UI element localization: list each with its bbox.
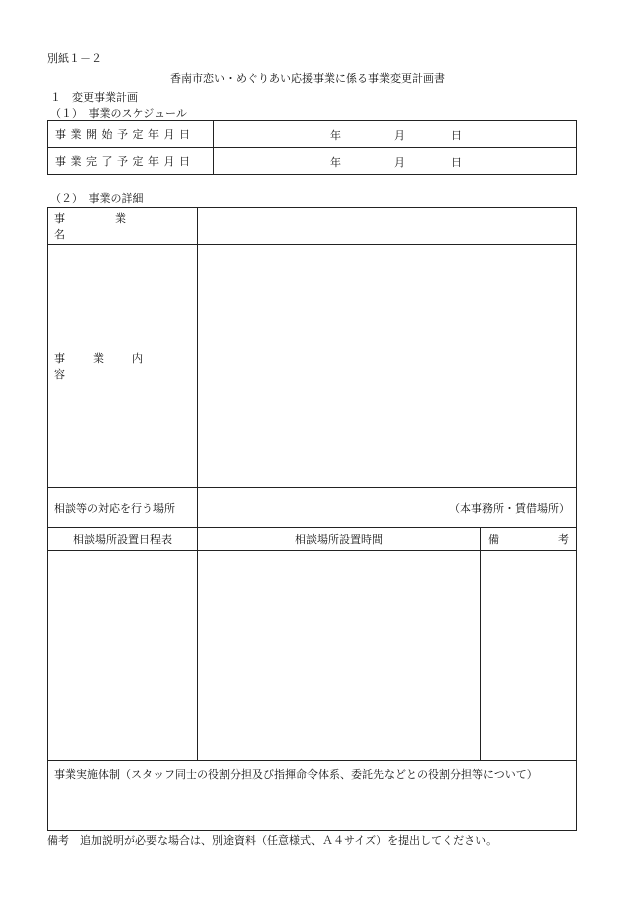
end-date-label-text: 事業完了予定年月日 bbox=[55, 155, 195, 168]
consult-remarks-field[interactable] bbox=[481, 551, 577, 761]
consult-place-field[interactable] bbox=[198, 488, 577, 528]
start-date-row bbox=[48, 121, 577, 148]
end-month: 月 bbox=[394, 156, 405, 169]
col-remarks-header bbox=[481, 528, 577, 551]
schedule-subheading: （１） 事業のスケジュール bbox=[50, 107, 187, 120]
start-date-field[interactable] bbox=[214, 121, 577, 148]
end-date-label-cell bbox=[48, 148, 214, 175]
project-content-label-cell bbox=[48, 245, 198, 488]
consult-place-label-cell bbox=[48, 488, 198, 528]
consult-place-row bbox=[48, 488, 577, 528]
consult-place-hint: （本事務所・賃借場所） bbox=[449, 501, 570, 515]
attachment-label: 別紙１－２ bbox=[47, 52, 102, 65]
consult-body-row bbox=[48, 551, 577, 761]
schedule-table bbox=[47, 120, 577, 175]
consult-header-row bbox=[48, 528, 577, 551]
start-date-label-text: 事業開始予定年月日 bbox=[55, 128, 195, 141]
footer-note: 備考 追加説明が必要な場合は、別途資料（任意様式、Ａ４サイズ）を提出してください。 bbox=[47, 834, 498, 847]
section-heading: １ 変更事業計画 bbox=[50, 91, 138, 104]
project-content-field[interactable] bbox=[198, 245, 577, 488]
document-title: 香南市恋い・めぐりあい応援事業に係る事業変更計画書 bbox=[170, 72, 445, 85]
project-content-row bbox=[48, 245, 577, 488]
end-date-label bbox=[48, 153, 213, 169]
consult-time-field[interactable] bbox=[198, 551, 481, 761]
project-content-label: 事業内容 bbox=[54, 352, 171, 381]
col-time-header: 相談場所設置時間 bbox=[198, 528, 481, 551]
project-name-row bbox=[48, 208, 577, 245]
structure-label: 事業実施体制（スタッフ同士の役割分担及び指揮命令体系、委託先などとの役割分担等について） bbox=[54, 768, 538, 781]
end-year: 年 bbox=[330, 156, 341, 169]
col-remarks-char2: 考 bbox=[558, 533, 569, 546]
consult-place-label: 相談等の対応を行う場所 bbox=[54, 501, 175, 515]
start-year: 年 bbox=[330, 129, 341, 142]
start-day: 日 bbox=[451, 129, 462, 142]
structure-row bbox=[48, 761, 577, 831]
col-remarks-label bbox=[481, 531, 576, 547]
project-name-field[interactable] bbox=[198, 208, 577, 245]
consult-schedule-field[interactable] bbox=[48, 551, 198, 761]
start-date-label-cell bbox=[48, 121, 214, 148]
col-schedule-header: 相談場所設置日程表 bbox=[48, 528, 198, 551]
structure-field[interactable] bbox=[48, 761, 577, 831]
details-table bbox=[47, 207, 577, 831]
project-name-label: 事業名 bbox=[54, 212, 176, 241]
start-date-label bbox=[48, 126, 213, 142]
project-name-label-cell bbox=[48, 208, 198, 245]
details-subheading: （２） 事業の詳細 bbox=[50, 192, 144, 205]
end-date-row bbox=[48, 148, 577, 175]
end-day: 日 bbox=[451, 156, 462, 169]
col-remarks-char1: 備 bbox=[488, 533, 499, 546]
start-month: 月 bbox=[394, 129, 405, 142]
end-date-field[interactable] bbox=[214, 148, 577, 175]
